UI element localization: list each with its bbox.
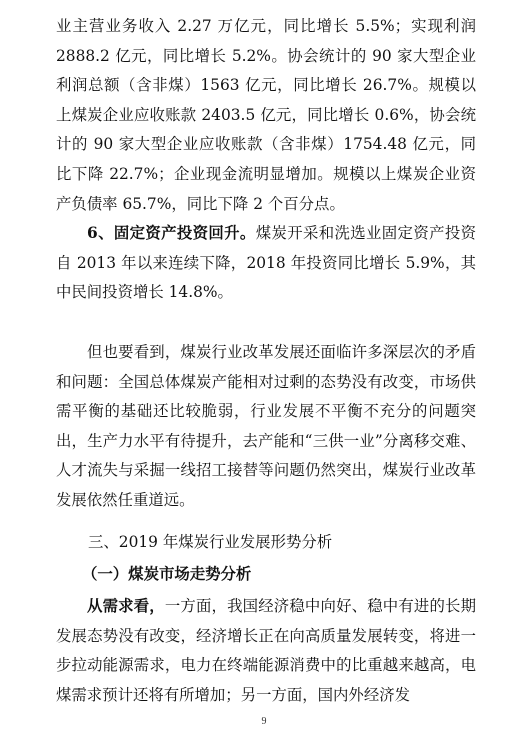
paragraph-body: 煤炭开采和洗选业固定资产投资自 2013 年以来连续下降，2018 年投资同比增长 5.9%，其中民间投资增长 14.8%。 [56,224,476,302]
paragraph-demand [56,592,476,710]
paragraph-problems: 但也要看到，煤炭行业改革发展还面临许多深层次的矛盾和问题：全国总体煤炭产能相对过剩的态势没有改变，市场供需平衡的基础还比较脆弱，行业发展不平衡不充分的问题突出，生产力水平有待提升，去产能和“三供一业”分离移交难、人才流失与采掘一线招工接替等问题仍然突出，煤炭行业改革发展依然任重道远。 [56,343,476,509]
paragraph-fixed-investment [56,219,476,308]
paragraph-lead-bold: 从需求看， [87,597,165,615]
paragraph-profit-stats: 业主营业务收入 2.27 万亿元，同比增长 5.5%；实现利润 2888.2 亿元，同比增长 5.2%。协会统计的 90 家大型企业利润总额（含非煤）1563 亿元，同比增长 26.7%。规模以上煤炭企业应收账款 2403.5 亿元，同比增长 0.6%，协会统计的 90 家大型企业应收账款（含非煤）1754.48 亿元，同比下降 22.7%；企业现金流明显增加。规模以上煤炭企业资产负债率 65.7%，同比下降 2 个百分点。 [56,17,476,213]
paragraph-lead-bold: 6、固定资产投资回升。 [87,224,256,242]
section-heading: 三、2019 年煤炭行业发展形势分析 [88,533,333,551]
page-number: 9 [261,716,267,727]
paragraph-body: 一方面，我国经济稳中向好、稳中有进的长期发展态势没有改变，经济增长正在向高质量发展转变，将进一步拉动能源需求，电力在终端能源消费中的比重越来越高，电煤需求预计还将有所增加；另一方面，国内外经济发 [56,597,476,704]
subsection-heading: （一）煤炭市场走势分析 [82,565,252,583]
